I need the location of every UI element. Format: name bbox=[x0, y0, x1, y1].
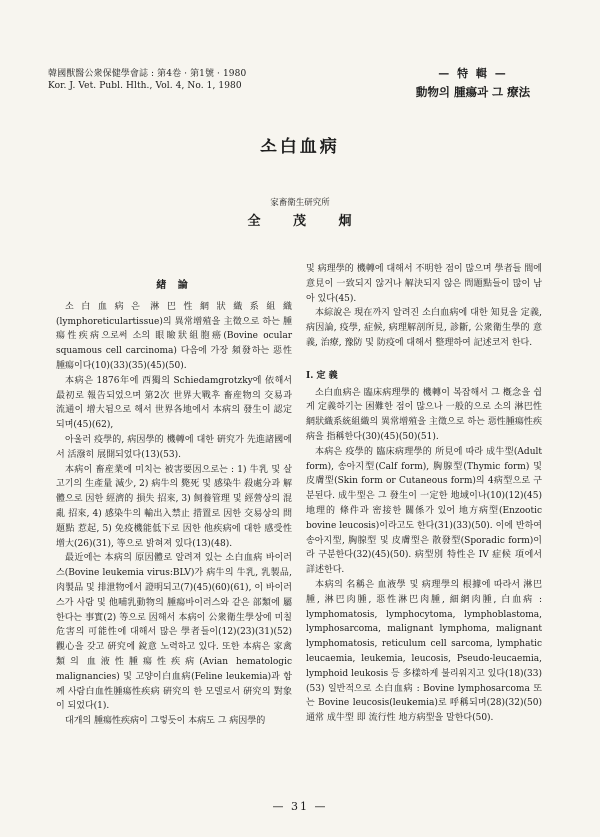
article-title: 소白血病 bbox=[260, 137, 340, 157]
special-feature-tag: — 特 輯 — bbox=[438, 67, 508, 80]
special-feature-subtitle: 動物의 腫瘍과 그 療法 bbox=[415, 85, 531, 99]
paragraph: 소白血病은 臨床病理學的 機轉이 복잡해서 그 槪念을 쉽게 定義하기는 困難한 점이 많으나 一般的으로 소의 淋巴性網狀織系統組織의 異常增殖을 主徵으로 하는 惡性腫瘍性疾病을 指稱한다(30)(45)(50)(51). bbox=[306, 387, 542, 442]
paragraph: 最近에는 本病의 原因體로 알려져 있는 소白血病 바이러스(Bovine leukemia virus:BLV)가 病牛의 牛乳, 乳製品, 肉製品 및 排泄物에서 證明되고(7)(45)(60)(61), 이 바이러스가 사람 및 他哺乳動物의 腫瘍바이러스와 같은 部類에 屬한다는 事實(2) 等으로 因해서 本病이 公衆衛生學상에 미칠 危害의 可能性에 대해서 많은 學者들이(12)(23)(31)(52) 觀心을 갖고 硏究에 銳意 노력하고 있다. 또한 本病은 家禽類의 血液性腫瘍性疾病(Avian hematologic malignancies) 및 고양이白血病(Feline leukemia)과 함께 사람白血性腫瘍性疾病 硏究의 한 모델로서 硏究의 對象이 되었다(1). bbox=[56, 553, 292, 712]
spacer bbox=[306, 351, 542, 361]
special-feature-header bbox=[398, 65, 548, 100]
paragraph: 대개의 腫瘍性疾病이 그렇듯이 本病도 그 病因學的 bbox=[65, 716, 266, 727]
left-column bbox=[56, 267, 292, 729]
paragraph: 本綜說은 現在까지 알려진 소白血病에 대한 知見을 定義, 病因論, 疫學, 症候, 病理解剖所見, 診斷, 公衆衛生學的 意義, 治療, 豫防 및 防疫에 대해서 整理하여 記述코저 한다. bbox=[306, 308, 542, 348]
author-affiliation: 家畜衛生研究所 bbox=[270, 198, 330, 208]
right-column bbox=[306, 262, 542, 726]
journal-title-english: Kor. J. Vet. Publ. Hlth., Vol. 4, No. 1, 1980 bbox=[48, 81, 242, 91]
paragraph: 本病이 畜産業에 미치는 被害要因으로는 : 1) 牛乳 및 살고기의 生產量 減少, 2) 病牛의 斃死 및 感染牛 殺處分과 解體으로 因한 經濟的 損失 招來, 3) 飼養管理 및 經營상의 混亂 招來, 4) 感染牛의 輸出入禁止 措置로 因한 交易상의 問題點 惹起, 5) 免疫機能低下로 因한 他疾病에 대한 感受性 增大(26)(31), 等으로 밝혀져 있다(13)(48). bbox=[56, 464, 292, 549]
journal-header bbox=[48, 68, 246, 92]
section-title-introduction: 緖 論 bbox=[156, 280, 192, 291]
author-name: 全 茂 炯 bbox=[247, 214, 353, 229]
paragraph: 本病은 疫學的 臨床病理學的 所見에 따라 成牛型(Adult form), 송아지型(Calf form), 胸腺型(Thymic form) 및 皮膚型(Skin form or Cutaneous form)의 4病型으로 구분된다. 成牛型은 그 發生이 一定한 地域이나(10)(12)(45) 地理的 條件과 密接한 關係가 있어 地方病型(Enzootic bovine leucosis)이라고도 한다(31)(33)(50). 이에 반하여 송아지型, 胸腺型 및 皮膚型은 散發型(Sporadic form)이라 구분한다(32)(45)(50). 病型別 特性은 IV 症候 項에서 詳述한다. bbox=[306, 446, 542, 576]
page-number: — 31 — bbox=[272, 800, 328, 813]
paragraph: 아울러 疫學的, 病因學的 機轉에 대한 硏究가 先進諸國에서 活潑히 展開되었다(13)(53). bbox=[56, 434, 292, 460]
journal-title-korean: 韓國獸醫公衆保健學會誌 : 第4卷 · 第1號 · 1980 bbox=[48, 69, 247, 79]
paragraph: 및 病理學的 機轉에 대해서 不明한 점이 많으며 學者들 間에 意見이 一致되지 않거나 解決되지 않은 問題點들이 많이 남아 있다(45). bbox=[306, 264, 542, 304]
paragraph: 소白血病은 淋巴性網狀織系組織(lymphoreticulartissue)의 異常增殖을 主徵으로 하는 腫瘍性疾病으로써 소의 眼瞼狀組胞癌(Bovine ocular squamous cell carcinoma) 다음에 가장 頻發하는 惡性腫瘍이다(10)(33)(35)(45)(50). bbox=[56, 301, 292, 371]
section-heading-definition: I. 定 義 bbox=[306, 370, 338, 381]
paragraph: 本病은 1876年에 西獨의 Schiedamgrotzky에 依해서 最初로 報告되었으며 第2次 世界大戰후 畜産物의 交易과 流通이 增大됨으로 해서 世界各地에서 本病의 發生이 認定되며(45)(62), bbox=[56, 375, 292, 431]
paragraph: 本病의 名稱은 血液學 및 病理學의 根據에 따라서 淋巴腫, 淋巴肉腫, 惡性淋巴肉腫, 細網肉腫, 白血病 : lymphomatosis, lymphocytoma, lymphoblastoma, lymphosarcoma, malignant lymphoma, malignant lymphomatosis, reticulum cell sarcoma, lymphatic leucaemia, leukemia, leucosis, Pseudo-leucaemia, lymphoid leukosis 등 多樣하게 불리워지고 있다(18)(33)(53) 일반적으로 소白血病 : Bovine lymphosarcoma 또는 Bovine leucosis(leukemia)로 呼稱되며(28)(32)(50) 通常 成牛型 即 流行性 地方病型을 말한다(50). bbox=[306, 579, 542, 724]
